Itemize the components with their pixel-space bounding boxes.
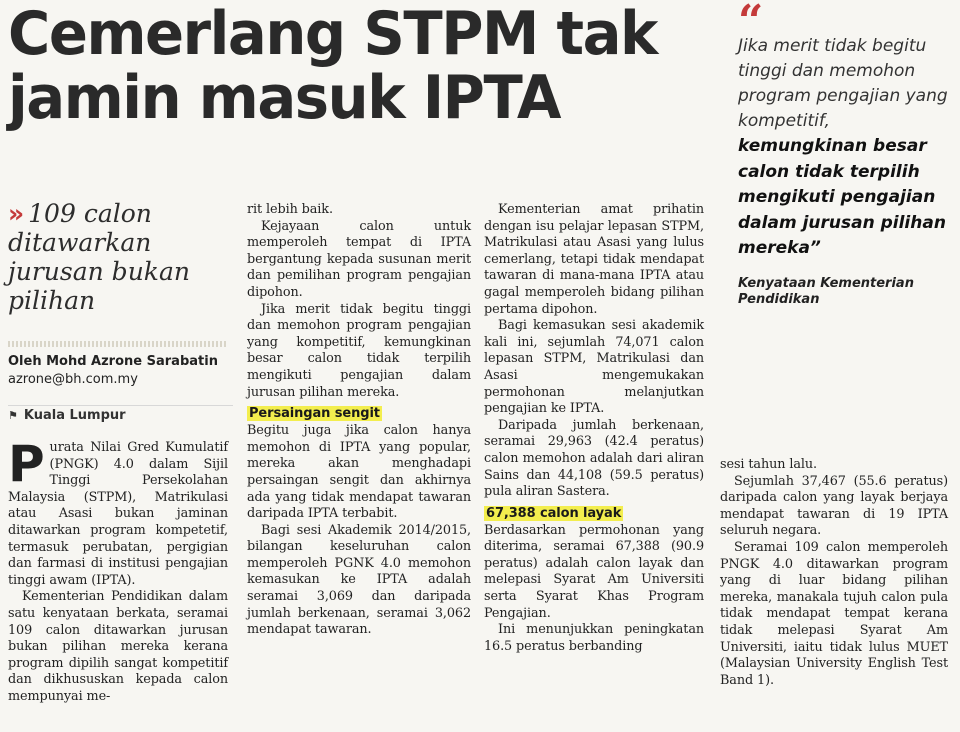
article-paragraph: Jika merit tidak begitu tinggi dan memohon program pengajian yang kompetitif, kemungkinan besar calon tidak terpilih mengikuti pengajian dalam jurusan pilihan mereka. (247, 301, 471, 400)
dotted-divider (8, 341, 226, 347)
drop-cap: P (8, 435, 45, 493)
headline (8, 0, 699, 133)
article-paragraph: Begitu juga jika calon hanya memohon di IPTA yang popular, mereka akan menghadapi persaingan sengit dan akhirnya ada yang tidak mendapat tawaran daripada IPTA terbabit. (247, 423, 471, 522)
article-paragraph: sesi tahun lalu. (720, 457, 817, 472)
paragraph-text: urata Nilai Gred Kumulatif (PNGK) 4.0 dalam Sijil Tinggi Persekolahan Malaysia (STPM), Matrikulasi atau Asasi bukan jaminan ditawarkan program kompetetif, termasuk perubatan, pergigian dan farmasi di institusi pengajian tinggi awam (IPTA). (8, 440, 228, 588)
article-column-2 (247, 202, 471, 639)
section-heading (484, 505, 704, 523)
subheadline (8, 199, 243, 315)
pull-quote-text: Jika merit tidak begitu tinggi dan memohon program pengajian yang kompetitif, (738, 36, 948, 131)
dateline-location: Kuala Lumpur (23, 408, 126, 423)
section-heading (247, 405, 471, 423)
chevron-icon: » (8, 199, 25, 228)
article-paragraph: Kejayaan calon untuk memperoleh tempat di IPTA bergantung kepada susunan merit dan pemilihan program pengajian dipohon. (247, 218, 471, 300)
dateline (8, 405, 233, 423)
article-paragraph: Bagi kemasukan sesi akademik kali ini, sejumlah 74,071 calon lepasan STPM, Matrikulasi dan Asasi mengemukakan permohonan melanjutkan pengajian ke IPTA. (484, 318, 704, 417)
author-name: Oleh Mohd Azrone Sarabatin (8, 354, 218, 369)
headline-line-1: Cemerlang STPM tak (8, 0, 657, 69)
article-column-3 (484, 202, 704, 655)
quote-mark-icon: “ (738, 0, 764, 47)
article-paragraph: Kementerian amat prihatin dengan isu pelajar lepasan STPM, Matrikulasi atau Asasi yang lulus cemerlang, tetapi tidak mendapat tawaran di mana-mana IPTA atau gagal memperoleh bidang pilihan pertama dipohon. (484, 202, 704, 317)
article-paragraph: Daripada jumlah berkenaan, seramai 29,963 (42.4 peratus) calon memohon adalah dari aliran Sains dan 44,108 (59.5 peratus) pula aliran Sastera. (484, 417, 704, 500)
byline (8, 353, 233, 389)
author-email: azrone@bh.com.my (8, 372, 138, 387)
pull-quote-source: Kenyataan Kementerian Pendidikan (738, 275, 914, 307)
article-column-1 (8, 435, 228, 706)
flag-icon: ⚑ (8, 409, 18, 422)
section-heading-text: 67,388 calon layak (486, 505, 622, 521)
headline-line-2: jamin masuk IPTA (8, 63, 560, 133)
article-paragraph: rit lebih baik. (247, 202, 333, 217)
section-heading-text: Persaingan sengit (249, 406, 380, 422)
article-paragraph: Seramai 109 calon memperoleh PNGK 4.0 ditawarkan program yang di luar bidang pilihan mereka, manakala tujuh calon pula tidak mendapat tempat kerana tidak melepasi Syarat Am Universiti, iaitu tidak lulus MUET (Malaysian University English Test Band 1). (720, 539, 948, 688)
article-paragraph (8, 435, 228, 589)
article-paragraph: Kementerian Pendidikan dalam satu kenyataan berkata, seramai 109 calon ditawarkan jurusan bukan pilihan mereka kerana program dipilih sangat kompetitif dan dikhususkan kepada calon mempunyai me- (8, 589, 228, 704)
pull-quote (738, 0, 952, 308)
article-paragraph: Bagi sesi Akademik 2014/2015, bilangan keseluruhan calon memperoleh PGNK 4.0 memohon kemasukan ke IPTA adalah seramai 3,069 dan daripada jumlah berkenaan, seramai 3,062 mendapat tawaran. (247, 522, 471, 638)
subheadline-text: 109 calon ditawarkan jurusan bukan pilihan (8, 199, 190, 315)
article-paragraph: Ini menunjukkan peningkatan 16.5 peratus berbanding (484, 622, 704, 654)
article-column-4 (720, 457, 948, 689)
article-paragraph: Berdasarkan permohonan yang diterima, seramai 67,388 (90.9 peratus) adalah calon layak dan melepasi Syarat Am Universiti serta Syarat Khas Program Pengajian. (484, 522, 704, 621)
article-paragraph: Sejumlah 37,467 (55.6 peratus) daripada calon yang layak berjaya mendapat tawaran di 19 IPTA seluruh negara. (720, 473, 948, 539)
pull-quote-emphasis: kemungkinan besar calon tidak terpilih mengikuti pengajian dalam jurusan pilihan mereka” (738, 136, 946, 258)
